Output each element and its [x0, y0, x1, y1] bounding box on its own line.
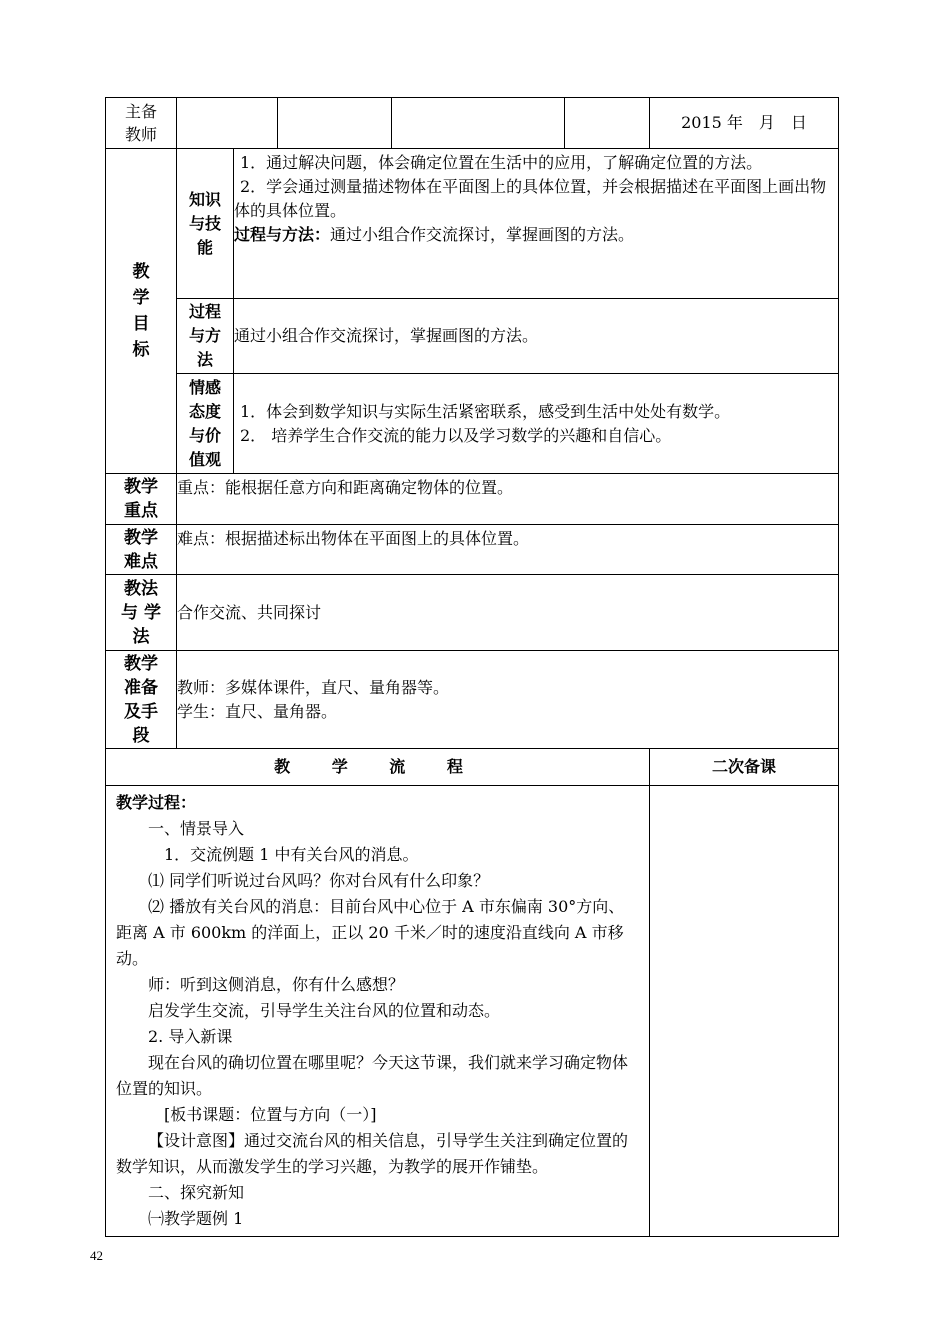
- process-label: 过程与方法: [177, 299, 234, 374]
- lesson-plan-table: [105, 97, 839, 1237]
- preparation-content: [177, 651, 839, 749]
- process-line: 现在台风的确切位置在哪里呢？今天这节课，我们就来学习确定物体位置的知识。: [116, 1053, 629, 1098]
- process-line: 二、探究新知: [148, 1183, 245, 1202]
- header-row: [106, 98, 839, 149]
- process-line: 一、情景导入: [148, 819, 245, 838]
- key-point-row: [106, 474, 839, 525]
- emotion-line-2: 2． 培养学生合作交流的能力以及学习数学的兴趣和自信心。: [240, 425, 672, 445]
- knowledge-method-line: [234, 223, 838, 247]
- knowledge-content: [234, 149, 839, 299]
- flow-title: 教 学 流 程: [106, 749, 650, 786]
- second-prep-cell: [650, 786, 839, 1237]
- objective-knowledge-row: [106, 149, 839, 299]
- emotion-content: [234, 374, 839, 474]
- method-label: 教法与 学法: [106, 575, 177, 651]
- process-line: 2. 导入新课: [148, 1027, 233, 1046]
- process-line: 启发学生交流，引导学生关注台风的位置和动态。: [148, 1001, 501, 1020]
- flow-header-row: [106, 749, 839, 786]
- process-line: ㈠教学题例 1: [148, 1209, 244, 1228]
- teacher-label: 主备教师: [106, 98, 177, 149]
- process-cell: [106, 786, 650, 1237]
- key-point-text: 重点：能根据任意方向和距离确定物体的位置。: [177, 474, 839, 525]
- knowledge-label: 知识与技能: [177, 149, 234, 299]
- page-number: 42: [90, 1248, 103, 1263]
- method-text: 通过小组合作交流探讨，掌握画图的方法。: [330, 225, 635, 244]
- process-lines: [116, 816, 639, 1232]
- preparation-label: 教学准备及手段: [106, 651, 177, 749]
- difficulty-text: 难点：根据描述标出物体在平面图上的具体位置。: [177, 525, 839, 575]
- process-line: ⑵ 播放有关台风的消息：目前台风中心位于 A 市东偏南 30°方向、距离 A 市 600km 的洋面上，正以 20 千米／时的速度沿直线向 A 市移动。: [116, 897, 625, 968]
- preparation-row: [106, 651, 839, 749]
- objective-process-row: [106, 299, 839, 374]
- process-line: 师：听到这侧消息，你有什么感想？: [148, 975, 405, 994]
- difficulty-label: 教学难点: [106, 525, 177, 575]
- process-content: 通过小组合作交流探讨，掌握画图的方法。: [234, 299, 839, 374]
- process-line: ⑴ 同学们听说过台风吗？你对台风有什么印象？: [148, 871, 490, 890]
- method-text: 合作交流、共同探讨: [177, 575, 839, 651]
- blank-cell-1: [278, 98, 392, 149]
- process-line: 1．交流例题 1 中有关台风的消息。: [164, 845, 419, 864]
- second-prep-title: 二次备课: [650, 749, 839, 786]
- knowledge-line-2: 2．学会通过测量描述物体在平面图上的具体位置，并会根据描述在平面图上画出物体的具体位置。: [234, 177, 827, 220]
- process-title: 教学过程：: [116, 793, 197, 812]
- knowledge-line-1: 1．通过解决问题，体会确定位置在生活中的应用，了解确定位置的方法。: [240, 153, 763, 172]
- method-row: [106, 575, 839, 651]
- preparation-student: 学生：直尺、量角器。: [177, 701, 338, 721]
- emotion-line-1: 1．体会到数学知识与实际生活紧密联系，感受到生活中处处有数学。: [240, 401, 731, 421]
- blank-cell-3: [565, 98, 650, 149]
- date-cell: [650, 98, 839, 149]
- teacher-name-cell: [177, 98, 278, 149]
- method-bold-label: 过程与方法：: [234, 225, 331, 244]
- dashed-line: [654, 97, 838, 98]
- lesson-plan-sheet: [105, 97, 838, 1237]
- preparation-teacher: 教师：多媒体课件，直尺、量角器等。: [177, 677, 450, 697]
- date-text: 2015 年 月 日: [681, 113, 807, 132]
- blank-cell-2: [392, 98, 565, 149]
- flow-body-row: [106, 786, 839, 1237]
- process-line: 【设计意图】通过交流台风的相关信息，引导学生关注到确定位置的数学知识，从而激发学生的学习兴趣，为教学的展开作铺垫。: [116, 1131, 629, 1176]
- objectives-label: 教学目标: [106, 149, 177, 474]
- process-line: [板书课题：位置与方向（一）]: [164, 1105, 377, 1124]
- objective-emotion-row: [106, 374, 839, 474]
- key-point-label: 教学重点: [106, 474, 177, 525]
- difficulty-row: [106, 525, 839, 575]
- emotion-label: 情感态度与价值观: [177, 374, 234, 474]
